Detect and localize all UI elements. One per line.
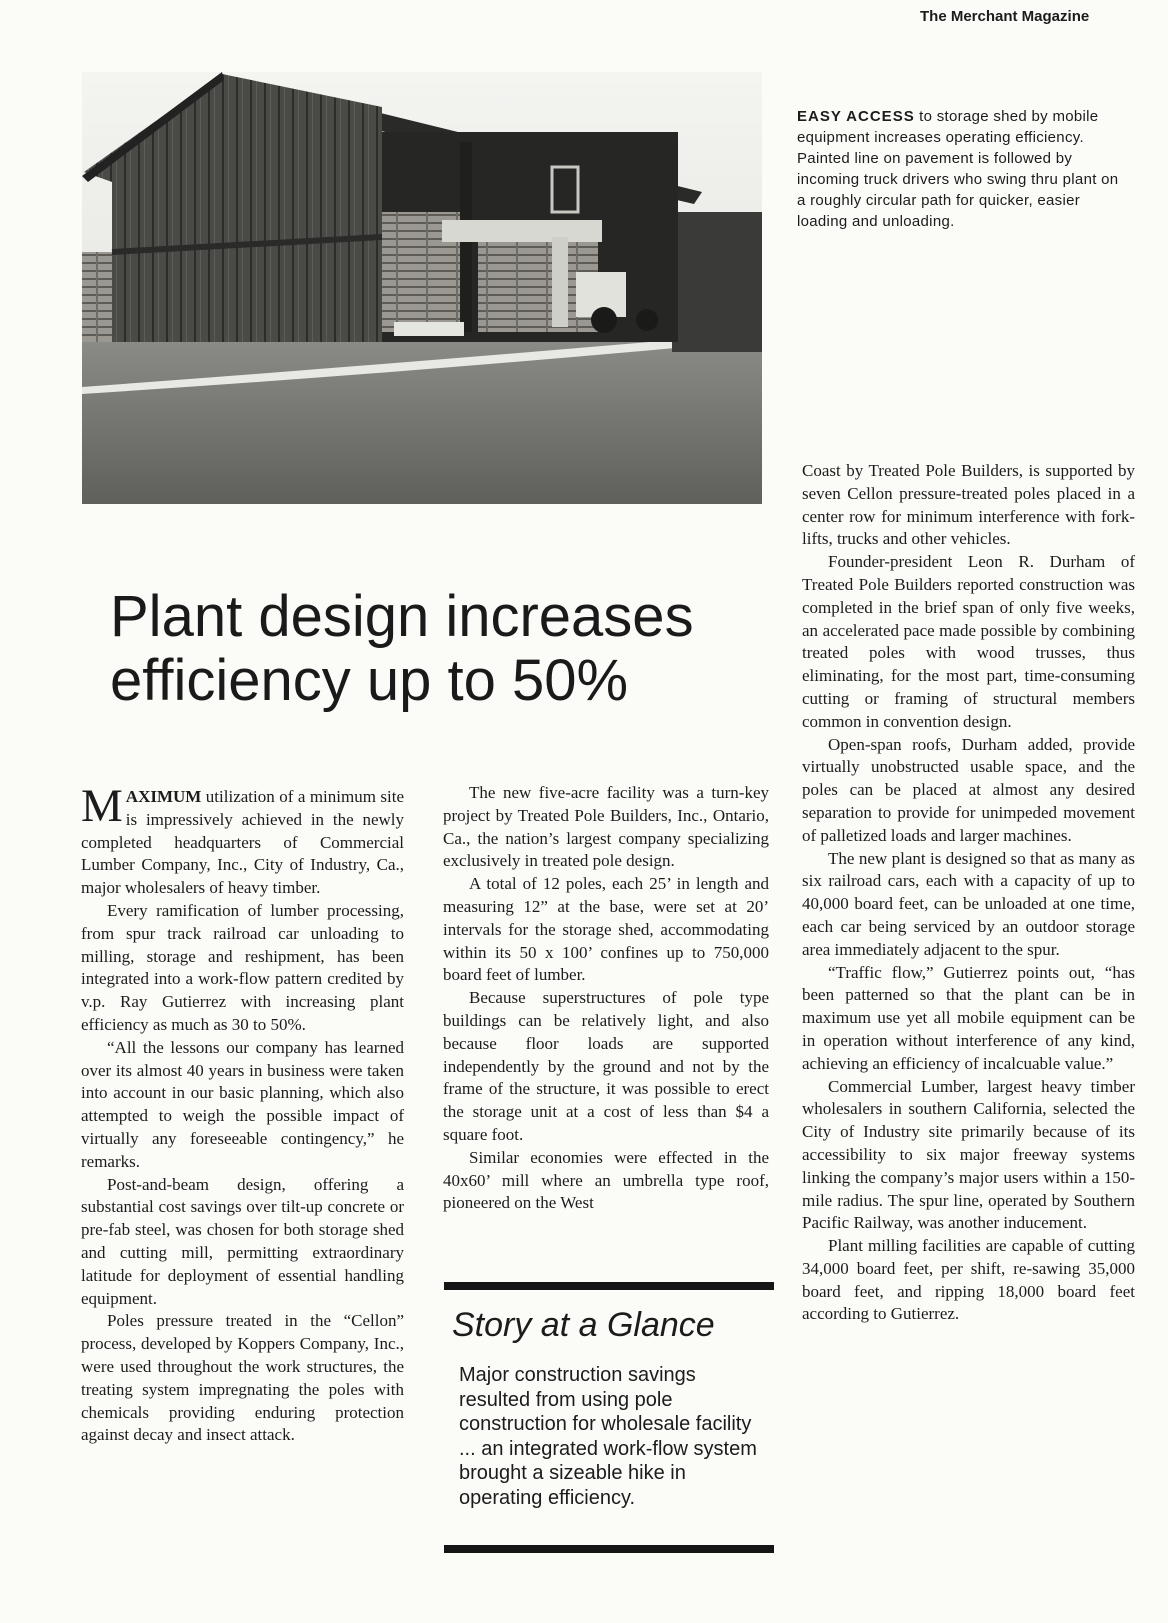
headline-line-1: Plant design increases xyxy=(110,584,694,649)
storage-shed-photo xyxy=(82,72,762,504)
article-column-2 xyxy=(443,782,769,1215)
article-headline xyxy=(110,585,750,713)
article-paragraph: Commercial Lumber, largest heavy timber wholesalers in southern California, selected the City of Industry site primarily because of its accessibility to six major freeway systems linking the company’s major users within a 150-mile radius. The spur line, operated by Southern Pacific Railway, was another inducement. xyxy=(802,1076,1135,1233)
article-paragraph: Plant milling facilities are capable of cutting 34,000 board feet, per shift, re-sawing 35,000 board feet, and ripping 18,000 board feet according to Gutierrez. xyxy=(802,1236,1135,1324)
article-paragraph: A total of 12 poles, each 25’ in length and measuring 12” at the base, were set at 20’ intervals for the storage shed, accommodating within its 50 x 100’ confines up to 750,000 board feet of lumber. xyxy=(443,874,769,985)
photo-caption xyxy=(797,106,1124,232)
lead-word: AXIMUM xyxy=(125,787,202,806)
first-paragraph-text: utilization of a minimum site is impressively achieved in the newly completed headquarters of Commercial Lumber Company, Inc., City of Industry, Ca., major wholesalers of heavy timber. xyxy=(81,787,404,898)
caption-lead: EASY ACCESS xyxy=(797,108,915,125)
article-column-1 xyxy=(81,780,404,1447)
article-paragraph: Similar economies were effected in the 40x60’ mill where an umbrella type roof, pioneered on the West xyxy=(443,1147,769,1213)
article-paragraph: Open-span roofs, Durham added, provide virtually unobstructed usable space, and the poles can be placed at almost any desired separation to provide for unimpeded movement of palletized loads and larger machines. xyxy=(802,734,1135,845)
article-paragraph: Every ramification of lumber processing, from spur track railroad car unloading to milling, storage and reshipment, has been integrated into a work-flow pattern credited by v.p. Ray Gutierrez with increasing plant efficiency as much as 30 to 50%. xyxy=(81,900,404,1034)
sidebar-top-rule xyxy=(444,1282,774,1290)
magazine-name: The Merchant Magazine xyxy=(920,8,1090,25)
article-paragraph: The new plant is designed so that as many as six railroad cars, each with a capacity of up to 40,000 board feet, can be unloaded at one time, each car being serviced by an outdoor storage area immediately adjacent to the spur. xyxy=(802,848,1135,959)
article-paragraph: Post-and-beam design, offering a substantial cost savings over tilt-up concrete or pre-fab steel, was chosen for both storage shed and cutting mill, permitting extraordinary latitude for deployment of essential handling equipment. xyxy=(81,1174,404,1308)
sidebar-text: Major construction savings resulted from using pole construction for wholesale facility ... an integrated work-flow system brought a sizeable hike in operating efficiency. xyxy=(459,1364,757,1509)
headline-line-2: efficiency up to 50% xyxy=(110,648,629,713)
caption-text: to storage shed by mobile equipment increases operating efficiency. Painted line on pavement is followed by incoming truck drivers who swing thru plant on a roughly circular path for quicker, easier loading and unloading. xyxy=(797,108,1119,230)
article-paragraph: Founder-president Leon R. Durham of Treated Pole Builders reported construction was completed in the brief span of only five weeks, an accelerated pace made possible by combining treated poles with wood trusses, thus eliminating, for the most part, time-consuming cutting or framing of structural members common in convention design. xyxy=(802,552,1135,731)
article-paragraph: Because superstructures of pole type buildings can be relatively light, and also because floor loads are supported independently by the ground and not by the frame of the structure, it was possible to erect the storage unit at a cost of less than $4 a square foot. xyxy=(443,988,769,1144)
article-paragraph: Poles pressure treated in the “Cellon” process, developed by Koppers Company, Inc., were used throughout the work structures, the treating system impregnating the poles with chemicals providing enduring protection against decay and insect attack. xyxy=(81,1311,404,1445)
article-paragraph: The new five-acre facility was a turn-key project by Treated Pole Builders, Inc., Ontario, Ca., the nation’s largest company specializing exclusively in treated pole design. xyxy=(443,783,769,871)
article-column-3 xyxy=(802,460,1135,1326)
article-paragraph: “Traffic flow,” Gutierrez points out, “has been patterned so that the plant can be in maximum use yet all mobile equipment can be in operation without interference of any kind, achieving an efficiency of incalcuable value.” xyxy=(802,962,1135,1073)
sidebar-bottom-rule xyxy=(444,1545,774,1553)
drop-cap: M xyxy=(81,780,123,832)
article-paragraph xyxy=(81,780,404,900)
article-paragraph: “All the lessons our company has learned over its almost 40 years in business were taken into account in our basic planning, which also attempted to weigh the possible impact of virtually any foreseeable contingency,” he remarks. xyxy=(81,1037,404,1171)
article-paragraph: Coast by Treated Pole Builders, is supported by seven Cellon pressure-treated poles placed in a center row for minimum interference with fork-lifts, trucks and other vehicles. xyxy=(802,461,1135,549)
sidebar-title: Story at a Glance xyxy=(452,1306,715,1344)
